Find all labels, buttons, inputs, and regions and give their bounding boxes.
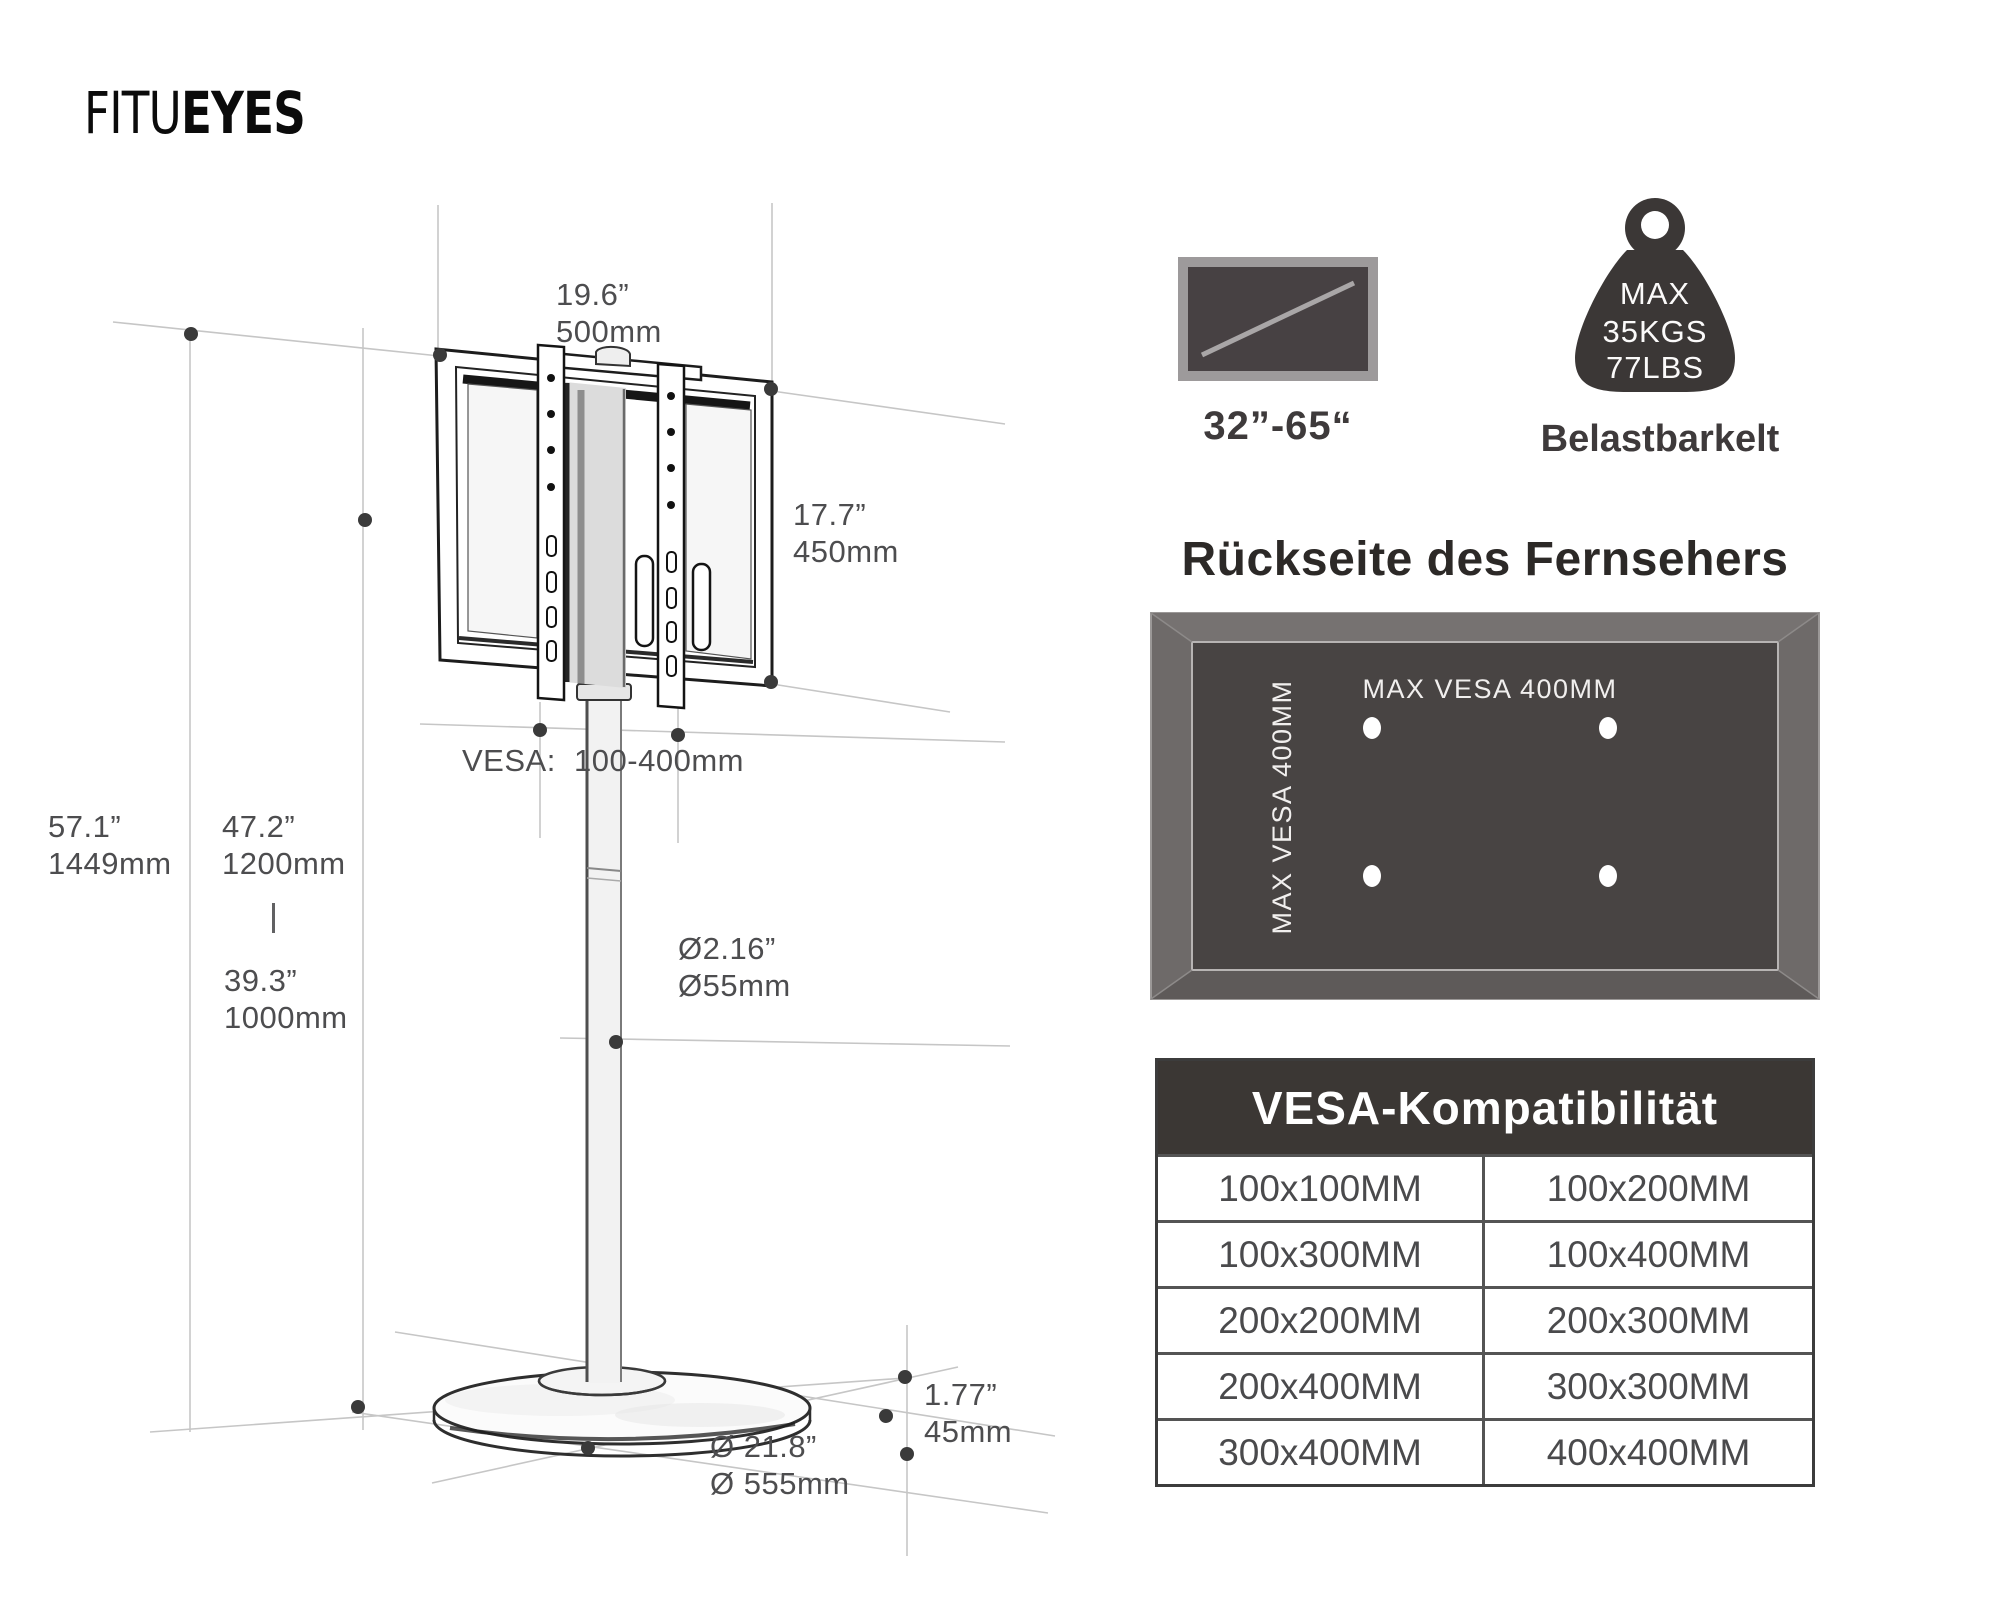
vesa-size: 200x200MM [1158,1286,1485,1352]
mount-bracket [436,345,772,708]
vesa-size: 300x400MM [1158,1418,1485,1484]
vesa-size: 100x400MM [1485,1220,1812,1286]
max-load-line1: MAX [1619,276,1691,311]
dim-height-min: 39.3” 1000mm [224,963,348,1035]
vesa-size: 400x400MM [1485,1418,1812,1484]
vesa-size: 200x400MM [1158,1352,1485,1418]
tv-screen-icon [1178,257,1378,381]
screen-size-range: 32”-65“ [1203,404,1353,448]
dim-pole-diameter: Ø2.16” Ø55mm [678,931,791,1003]
load-caption: Belastbarkelt [1540,418,1780,460]
vesa-size: 100x300MM [1158,1220,1485,1286]
vesa-size: 200x300MM [1485,1286,1812,1352]
dim-base-thickness: 1.77” 45mm [924,1377,1013,1449]
dim-bracket-height: 17.7” 450mm [793,497,899,569]
vesa-table-body [1158,1154,1812,1484]
tv-back-heading: Rückseite des Fernsehers [1181,533,1789,586]
tv-back-panel [1150,612,1820,1000]
dim-vesa-note: VESA: 100-400mm [462,743,744,778]
vesa-size: 100x200MM [1485,1154,1812,1220]
vesa-size: 100x100MM [1158,1154,1485,1220]
brand-logo-bold: EYES [181,79,306,147]
max-vesa-horizontal-label: MAX VESA 400MM [1362,674,1618,704]
dim-height-max: 47.2” 1200mm [222,809,346,881]
dim-base-diameter: Ø 21.8” Ø 555mm [710,1429,850,1501]
vesa-size: 300x300MM [1485,1352,1812,1418]
screen-diagonal-icon [1188,267,1368,371]
max-load-line2: 35KGS [1602,314,1708,349]
dim-total-height: 57.1” 1449mm [48,809,172,881]
weight-icon [1563,192,1748,404]
brand-logo-light: FITU [84,79,182,147]
max-vesa-vertical-label: MAX VESA 400MM [1267,679,1297,935]
vesa-table-title: VESA-Kompatibilität [1158,1061,1812,1154]
vesa-table [1155,1058,1815,1487]
range-connector [272,903,275,933]
dim-top-width: 19.6” 500mm [556,277,662,349]
max-load-line3: 77LBS [1605,350,1705,385]
